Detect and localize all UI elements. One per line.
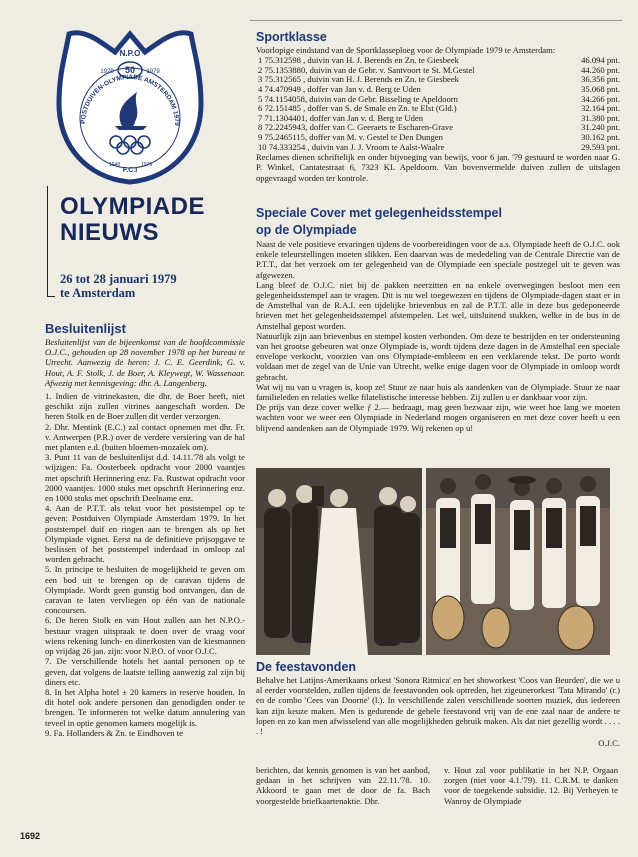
- sportklasse-entry: 1 75.312598 , duivin van H. J. Berends en Zn. te Giesbeek: [258, 55, 459, 66]
- sportklasse-entry: 10 74.333254 , duivin van J. J. Vroom te Aalst-Waalre: [258, 141, 445, 152]
- sportklasse-entry: 8 72.2245943, doffer van C. Geeraets te Escharen-Grave: [258, 122, 454, 133]
- logo-year-left: 1929: [100, 69, 114, 75]
- title-line-1: OLYMPIADE: [60, 193, 205, 220]
- besluit-item: 5. In principe te besluiten de mogelijkheid te geven om een bod uit te brengen op de caravan tijdens de Olympiade. Wordt geen gunstig bod ontvangen, dan de caravan te laten vervliegen op één van de nationale concoursen.: [45, 564, 245, 616]
- besluitenlijst-items: [45, 391, 245, 738]
- logo-year-right: 1979: [146, 69, 160, 75]
- cover-heading-line-1: Speciale Cover met gelegenheidsstempel: [256, 206, 502, 220]
- sportklasse-points: 30.162 pnt.: [581, 131, 620, 142]
- besluit-item: 7. De verschillende hotels het aantal personen op te geven, dat volgens de laatste telling aanwezig zal zijn bij diners etc.: [45, 656, 245, 687]
- sportklasse-section: [256, 30, 620, 183]
- besluitenlijst-intro: Besluitenlijst van de bijeenkomst van de hoofdcommissie O.J.C., gehouden op 28 november 1978 op het bureau te Utrecht. Aanwezig de heren: J. C. E. Geerdink, G. v. Hout, A. F. Stolk, J. de Boer, A. Kleywegt, W. Wassenaar. Afwezig met kennisgeving: dhr. A. Langenberg.: [45, 337, 245, 388]
- title-line-2: NIEUWS: [60, 219, 159, 246]
- cover-paragraph: Naast de vele positieve ervaringen tijdens de voorbereidingen voor de a.s. Olympiade heeft de O.J.C. ook enkele teleurstellingen moeten slikken. Een daarvan was de mededeling van de Centrale Directie van de P.T.T., dat het verzoek om ter gelegenheid van de Olympiade een speciale postzegel uit te geven was afgewezen.: [256, 239, 620, 280]
- sportklasse-entry: 2 75.1353880, duivin van de Gebr. v. Santvoort te St. M.Gestel: [258, 64, 475, 75]
- cover-paragraph: Natuurlijk zijn aan brievenbus en stempel kosten verbonden. Om deze te bestrijden en ter ondersteuning van het grootse gebeuren wat onze Olympiade is, wordt tijdens deze dagen in de Amstelhal een speciale envelope verkocht, voorzien van ons Olympiade-embleem en een verklarende tekst. De porto wordt voldaan met de zegel van de Unie van Utrecht, welke enige dagen voor de Olympiade in omloop wordt gebracht.: [256, 330, 620, 382]
- besluit-item: 8. In het Alpha hotel ± 20 kamers in reserve houden. In dit hotel ook andere personen dan genodigden onder te brengen. Te informeren tot welke datum annulering van teveel in optie genomen kamers mogelijk is.: [45, 686, 245, 728]
- sportklasse-points: 35.068 pnt.: [581, 83, 620, 94]
- masthead-title: [60, 194, 205, 246]
- sportklasse-points: 32.164 pnt.: [581, 103, 620, 114]
- masthead-bracket: [47, 186, 55, 297]
- date-line-1: 26 tot 28 januari 1979: [60, 272, 177, 286]
- cover-paragraph: Wat wij nu van u vragen is, koop ze! Stuur ze naar huis als aandenken van de Olympiade. Stuur ze naar familieleden en relaties welke filatelistische interesse hebben. Zij zullen u er dankbaar voor zijn.: [256, 381, 620, 403]
- olympiade-logo: [55, 26, 205, 186]
- sportklasse-points: 31.380 pnt.: [581, 112, 620, 123]
- logo-arc-text: POSTDUIVEN-OLYMPIADE AMSTERDAM 1979: [79, 73, 181, 126]
- logo-jubilee: 50: [124, 65, 136, 75]
- sportklasse-points: 31.240 pnt.: [581, 122, 620, 133]
- feestavonden-heading: De feestavonden: [256, 660, 357, 674]
- sportklasse-table: [258, 56, 620, 152]
- page-number: 1692: [20, 831, 41, 841]
- photo-combo-cees-van-doorne: [256, 468, 422, 655]
- sportklasse-entry: 7 71.1304401, doffer van Jan v. d. Berg te Uden: [258, 112, 424, 123]
- sportklasse-points: 46.094 pnt.: [581, 55, 620, 66]
- feestavonden-text: Behalve het Latijns-Amerikaans orkest 'Sonora Ritmica' en het showorkest 'Coos van Beurden', die we u al eerder voorstelden, zullen tijdens de feestavonden ook optreden, het zigeunerorkest 'Tata Mirando' (r.) en de combo 'Cees van Doorne' (l.). In verschillende zalen verschillende soorten muziek, dus iedereen kan zijn keuze maken. Men is gedurende de gehele feestavond vrij van de ene zaal naar de andere te lopen en zo kan men afwisselend van alle mogelijkheden gebruik maken. Als dat niet gezellig wordt . . . . . !: [256, 675, 620, 737]
- cover-heading-line-2: op de Olympiade: [256, 223, 357, 237]
- besluit-item: 3. Punt 11 van de besluitenlijst d.d. 14.11.'78 als volgt te wijzigen: Fa. Oosterbeek opdracht voor 2000 vaantjes met opschrift Herinnering enz. Fa. Rustwat opdracht voor 2000 vaantjes. 1000 stuks met opschrift Herinnering enz. en 1000 stuks met opschrift Deelname enz.: [45, 452, 245, 504]
- date-line-2: te Amsterdam: [60, 286, 136, 300]
- sportklasse-entry: 4 74.470949 , doffer van Jan v. d. Berg te Uden: [258, 83, 421, 94]
- logo-npo-text: N.P.O: [119, 49, 141, 58]
- besluitenlijst-section: [45, 320, 245, 738]
- feestavonden-section: [256, 660, 620, 748]
- sportklasse-row: [258, 143, 620, 153]
- logo-fci-year-left: 1948: [109, 162, 121, 168]
- photo-orkest-tata-mirando: [426, 468, 610, 655]
- besluit-item: 1. Indien de vitrinekasten, die dhr. de Boer heeft, niet geschikt zijn zullen vitrines aangeschaft worden. De heren Stolk en de Boer zullen dit verder verzorgen.: [45, 391, 245, 422]
- sportklasse-footer: Reclames dienen schriftelijk en onder bijvoeging van bewijs, voor 6 jan. '79 gestuurd te worden naar G. P. Winkel, Cantatestraat 6, 7323 KL Apeldoorn. Van bovenvermelde duiven zullen de uitslagen opgevraagd worden ter kontrole.: [256, 152, 620, 183]
- logo-fci-year-right: 1979: [141, 162, 153, 168]
- cover-heading: [256, 205, 620, 239]
- top-rule: [250, 20, 622, 21]
- sportklasse-points: 36.356 pnt.: [581, 74, 620, 85]
- sportklasse-points: 34.266 pnt.: [581, 93, 620, 104]
- cover-paragraph: Lang bleef de O.J.C. niet bij de pakken neerzitten en na enkele overwegingen besloot men een gelegenheidsstempel aan te vragen. Dit is nu wel toegewezen en tijdens de Olympiade-dagen staat er in de Amstelhal van de R.A.I. een tijdelijke brievenbus en zal de P.T.T. alle in deze bus gedeponeerde brieven met het gelegenheidsstempel afstempelen. Let wel, uitsluitend stukken, welke in de bus in de Amstelhal gepost worden.: [256, 279, 620, 331]
- sportklasse-entry: 3 75.312565 , duivin van H. J. Berends en Zn. te Giesbeek: [258, 74, 459, 85]
- cover-paragraph: De prijs van deze cover welke ƒ 2.— bedraagt, mag geen bezwaar zijn, wie weet hoe lang we moeten wachten voor we weer een Olympiade in Nederland mogen organiseren en met deze cover heeft u een blijvend aandenken aan de Olympiade 1979. Wij rekenen op u!: [256, 402, 620, 433]
- besluitenlijst-heading: Besluitenlijst: [45, 321, 126, 336]
- besluit-item: 2. Dhr. Mentink (E.C.) zal contact opnemen met dhr. Fr. v. Antwerpen (P.R.) over de verdere versiering van de hal met planten e.d. (buiten bloemen-mozaïek om).: [45, 421, 245, 453]
- sportklasse-entry: 5 74.1154058, duivin van de Gebr. Bisseling te Apeldoorn: [258, 93, 458, 104]
- feestavonden-signature: O.J.C.: [598, 738, 620, 749]
- besluit-item: 6. De heren Stolk en van Hout zullen aan het N.P.O.-bestuur vragen uitspraak te doen over de vraag voor wiens rekening lunch- en dinerkosten van de kiesmannen op vrijdag 26 jan. zijn: voor N.P.O. of voor O.J.C.: [45, 615, 245, 657]
- sportklasse-points: 44.260 pnt.: [581, 64, 620, 75]
- speciale-cover-section: [256, 205, 620, 433]
- masthead-date: [60, 272, 177, 300]
- besluit-item: 9. Fa. Hollanders & Zn. te Eindhoven te: [45, 727, 183, 738]
- sportklasse-points: 29.593 pnt.: [581, 141, 620, 152]
- continuation-middle: berichten, dat kennis genomen is van het aanbod, gedaan in het schrijven van 22.11.'78. 10. Akkoord te gaan met de door de fa. Bach voorgestelde briefkaartenaktie. Dhr.: [256, 765, 430, 806]
- cover-paragraphs: [256, 239, 620, 433]
- sportklasse-heading: Sportklasse: [256, 30, 327, 44]
- sportklasse-entry: 6 72.151485 , doffer van S. de Smale en Zn. te Elst (Gld.): [258, 103, 457, 114]
- continuation-right: v. Hout zal voor publikatie in het N.P. Orgaan zorgen (niet voor 4.1.'79). 11. C.R.M. te danken voor de toegekende subsidie. 12. Bij Verheyen te Wanroy de Olympiade: [444, 765, 618, 806]
- sportklasse-intro: Voorlopige eindstand van de Sportklasseploeg voor de Olympiade 1979 te Amsterdam:: [256, 45, 556, 55]
- besluit-item: 4. Aan de P.T.T. als tekst voor het poststempel op te geven: Postduiven Olympiade Amsterdam 1979. In het poststempel duif en ringen aan te brengen als op het Olympiade vignet. Eerst na de definitieve prijsopgave te beslissen of het poststempel inderdaad in omloop zal worden gebracht.: [45, 503, 245, 565]
- logo-fci: F.C.I: [122, 167, 138, 174]
- sportklasse-entry: 9 75.2465115, doffer van M. v. Gestel te Den Dungen: [258, 131, 443, 142]
